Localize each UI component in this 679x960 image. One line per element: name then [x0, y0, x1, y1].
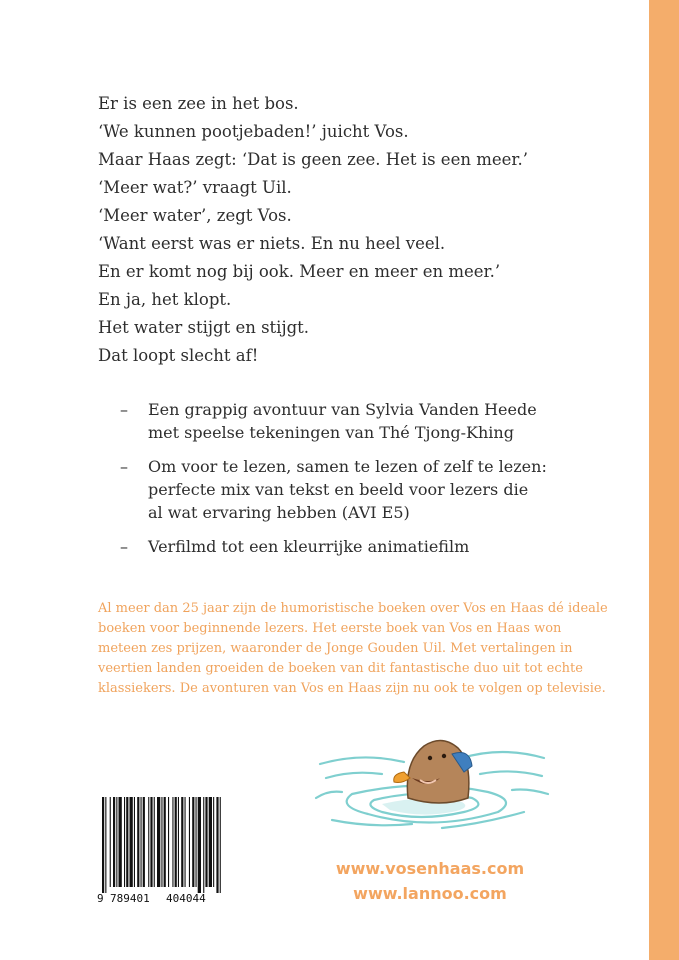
barcode-bar	[189, 797, 190, 887]
barcode-bar	[143, 797, 145, 887]
barcode-first-digit: 9	[97, 892, 104, 905]
bullet-dash: –	[120, 457, 128, 476]
story-line: Maar Haas zegt: ‘Dat is geen zee. Het is een meer.’	[98, 150, 528, 169]
story-line: ‘Want eerst was er niets. En nu heel veel.	[98, 234, 446, 253]
walrus-swimming-illustration	[312, 728, 552, 840]
story-line: Het water stijgt en stijgt.	[98, 318, 310, 337]
barcode-bar	[119, 797, 122, 887]
barcode-bar	[130, 797, 133, 887]
barcode-bar	[126, 797, 128, 887]
story-line: En er komt nog bij ook. Meer en meer en meer.’	[98, 262, 501, 281]
barcode-bar	[203, 797, 204, 893]
barcode-bar	[168, 797, 169, 887]
isbn-barcode	[96, 795, 222, 905]
story-line: Dat loopt slecht af!	[98, 346, 259, 365]
feature-item	[120, 398, 540, 444]
barcode-bar	[209, 797, 212, 887]
about-line: veertien landen groeiden de boeken van dit fantastische duo uit tot echte	[98, 661, 583, 676]
barcode-bar	[113, 797, 115, 887]
barcode-bar	[213, 797, 214, 887]
barcode-bar	[192, 797, 194, 887]
story-text	[98, 90, 578, 370]
barcode-bar	[141, 797, 142, 887]
barcode-bar	[181, 797, 183, 887]
barcode-bar	[196, 797, 197, 887]
barcode-bar	[205, 797, 207, 887]
barcode-bar	[116, 797, 117, 887]
about-paragraph	[98, 599, 618, 699]
barcode-bar	[178, 797, 179, 887]
feature-item	[120, 535, 540, 558]
barcode-bar	[110, 797, 111, 887]
bullet-dash: –	[120, 400, 128, 419]
barcode-bar	[198, 797, 201, 893]
link-lannoo[interactable]: www.lannoo.com	[353, 884, 507, 903]
barcode-bar	[220, 797, 221, 893]
about-line: meteen zes prijzen, waaronder de Jonge Gouden Uil. Met vertalingen in	[98, 641, 573, 656]
barcode-bar	[175, 797, 177, 887]
barcode-bar	[137, 797, 139, 887]
barcode-bar	[124, 797, 125, 887]
feature-list	[120, 398, 547, 569]
feature-line: met speelse tekeningen van Thé Tjong-Khing	[148, 423, 514, 442]
about-line: boeken voor beginnende lezers. Het eerste boek van Vos en Haas won	[98, 621, 562, 636]
barcode-bar	[134, 797, 135, 887]
feature-line: perfecte mix van tekst en beeld voor lezers die	[148, 480, 529, 499]
story-line: ‘We kunnen pootjebaden!’ juicht Vos.	[98, 122, 409, 141]
feature-line: Om voor te lezen, samen te lezen of zelf te lezen:	[148, 457, 547, 476]
barcode-bar	[157, 797, 160, 887]
barcode-bar	[161, 797, 162, 887]
website-links	[300, 856, 560, 906]
feature-line: Een grappig avontuur van Sylvia Vanden Heede	[148, 400, 537, 419]
story-line: En ja, het klopt.	[98, 290, 232, 309]
spine-strip	[649, 0, 679, 960]
barcode-left-digits: 789401	[110, 892, 150, 905]
barcode-bar	[172, 797, 173, 887]
story-line: ‘Meer wat?’ vraagt Uil.	[98, 178, 292, 197]
link-vosenhaas[interactable]: www.vosenhaas.com	[335, 859, 525, 878]
barcode-bar	[154, 797, 155, 887]
barcode-right-digits: 404044	[166, 892, 206, 905]
story-line: Er is een zee in het bos.	[98, 94, 299, 113]
barcode-bar	[150, 797, 152, 887]
barcode-bar	[216, 797, 218, 893]
barcode-bar	[105, 797, 106, 893]
story-line: ‘Meer water’, zegt Vos.	[98, 206, 292, 225]
barcode-bar	[185, 797, 186, 887]
about-line: klassiekers. De avonturen van Vos en Haas zijn nu ook te volgen op televisie.	[98, 681, 606, 696]
feature-line: Verfilmd tot een kleurrijke animatiefilm	[148, 537, 470, 556]
barcode-bar	[102, 797, 104, 893]
about-line: Al meer dan 25 jaar zijn de humoristische boeken over Vos en Haas dé ideale	[98, 601, 608, 616]
feature-item	[120, 455, 547, 524]
bullet-dash: –	[120, 537, 128, 556]
barcode-bar	[148, 797, 149, 887]
feature-line: al wat ervaring hebben (AVI E5)	[148, 503, 410, 522]
barcode-bar	[164, 797, 166, 887]
